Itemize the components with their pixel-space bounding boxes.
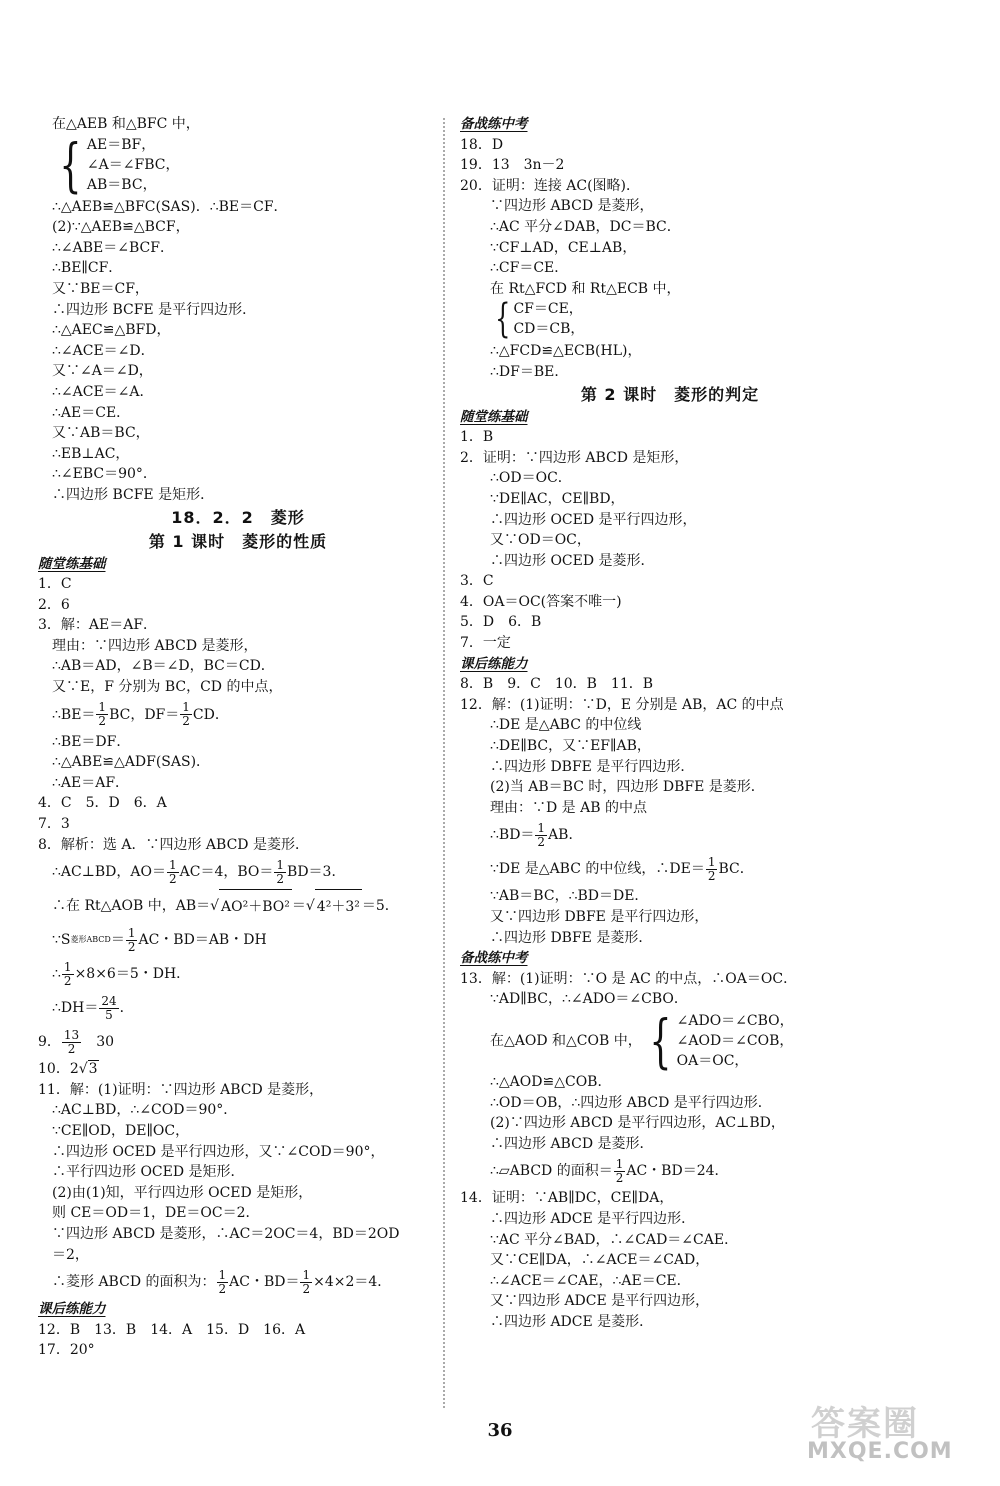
- text-line: ∴∠ACE＝∠CAE，∴AE＝CE．: [490, 1272, 691, 1289]
- equation-system: [38, 130, 438, 199]
- text-line: ∴BE∥CF．: [52, 260, 123, 277]
- text-line: ∴DE 是△ABC 的中位线: [490, 717, 642, 734]
- text-line: ∴AC 平分∠DAB，DC＝BC．: [490, 218, 681, 235]
- section-heading: 备战练中考: [460, 116, 528, 132]
- equation-system: 在△AOD 和△COB 中， { ∠ADO＝∠CBO， ∠AOD＝∠COB， OA＝OC，: [490, 1006, 794, 1075]
- text-line: (2)∵四边形 ABCD 是平行四边形，AC⊥BD，: [490, 1115, 785, 1132]
- text-line: ∴四边形 BCFE 是矩形．: [52, 486, 215, 503]
- text-line: 在 Rt△FCD 和 Rt△ECB 中，: [490, 280, 681, 297]
- text-line: ∴AE＝AF．: [52, 774, 130, 791]
- text-line: 又∵E，F 分别为 BC，CD 的中点，: [52, 679, 283, 696]
- answer-line: 4．OA＝OC(答案不唯一): [460, 593, 622, 610]
- text-line: 在△AEB 和△BFC 中，: [52, 116, 200, 132]
- fraction: $\frac{1}{2}$: [63, 959, 72, 988]
- sqrt-icon: √: [78, 1061, 88, 1078]
- text-line: 又∵BE＝CF，: [52, 280, 149, 297]
- fraction: $\frac{1}{2}$: [707, 854, 716, 883]
- sqrt-line: ∴在 Rt△AOB 中，AB＝ √ AO²＋BO² ＝ √ 4²＋3² ＝5．: [38, 889, 438, 923]
- fraction: $\frac{1}{2}$: [127, 925, 136, 954]
- sqrt-icon: √: [305, 898, 315, 915]
- section-heading: 备战练中考: [460, 950, 528, 967]
- fraction-line: ∴BE＝ $\frac{1}{2}$ BC，DF＝ $\frac{1}{2}$ CD．: [52, 700, 229, 729]
- section-heading: 随堂练基础: [460, 408, 528, 425]
- answer-line: 8．解析：选 A．∵四边形 ABCD 是菱形．: [38, 836, 309, 853]
- right-column: [460, 114, 880, 1333]
- text-line: ∴四边形 ADCE 是平行四边形．: [490, 1210, 696, 1227]
- text-line: 理由：∵D 是 AB 的中点: [490, 799, 647, 816]
- text-line: ∴△AEB≌△BFC(SAS)．∴BE＝CF．: [52, 198, 288, 215]
- fraction: $\frac{13}{2}$: [63, 1027, 80, 1056]
- text-line: ∴四边形 DBFE 是菱形．: [490, 929, 653, 946]
- answer-line: 20．证明：连接 AC(图略)．: [460, 177, 641, 194]
- answer-line: 14．证明：∵AB∥DC，CE∥DA，: [460, 1190, 674, 1207]
- text-line: ∴OD＝OC．: [490, 470, 572, 487]
- text-line: ∵DE∥AC，CE∥BD，: [490, 490, 625, 507]
- fraction-line: ∴菱形 ABCD 的面积为： $\frac{1}{2}$ AC・BD＝ $\frac{1}{2}$ ×4×2＝4．: [52, 1267, 392, 1296]
- answer-line: 12．解：(1)证明：∵D，E 分别是 AB，AC 的中点: [460, 696, 784, 713]
- section-heading: 课后练能力: [38, 1301, 106, 1318]
- answer-line: 18．D: [460, 136, 504, 153]
- fraction-line: ∴BD＝ $\frac{1}{2}$ AB．: [490, 820, 583, 849]
- text-line: ∴△FCD≌△ECB(HL)，: [490, 343, 642, 360]
- text-line: ∴四边形 ABCD 是菱形．: [490, 1135, 654, 1152]
- text-line: ∴平行四边形 OCED 是矩形．: [52, 1164, 245, 1181]
- text-line: ∴△AEC≌△BFD，: [52, 322, 171, 339]
- answer-line: 7．3: [38, 816, 70, 833]
- text-line: ∴∠EBC＝90°．: [52, 466, 157, 483]
- brace-icon: {: [649, 1006, 672, 1075]
- answer-line: 1．B: [460, 429, 494, 446]
- answer-line: 1．C: [38, 576, 72, 593]
- text-line: ∵四边形 ABCD 是菱形，∴AC＝2OC＝4，BD＝2OD: [52, 1225, 400, 1242]
- answer-line: 8．B 9．C 10．B 11．B: [460, 676, 654, 693]
- fraction-line: 9． $\frac{13}{2}$ 30: [38, 1027, 115, 1056]
- answer-line: 2．证明：∵四边形 ABCD 是矩形，: [460, 449, 689, 466]
- text-line: ∴△ABE≌△ADF(SAS)．: [52, 754, 211, 771]
- watermark-glyph: 答案圈: [811, 1404, 919, 1444]
- text-line: ∵AB＝BC，∴BD＝DE．: [490, 888, 649, 905]
- text-line: 又∵四边形 DBFE 是平行四边形，: [490, 909, 709, 925]
- text-line: ∴BE＝DF．: [52, 733, 131, 750]
- text-line: ∴AB＝AD，∠B＝∠D，BC＝CD．: [52, 658, 275, 675]
- text-line: ∵AD∥BC，∴∠ADO＝∠CBO．: [490, 991, 688, 1008]
- fraction-line: ∵S 菱形ABCD ＝ $\frac{1}{2}$ AC・BD＝AB・DH: [52, 925, 267, 954]
- text-line: 又∵CE∥DA，∴∠ACE＝∠CAD，: [490, 1252, 710, 1269]
- text-line: ∴四边形 BCFE 是平行四边形．: [52, 301, 257, 318]
- text-line: (2)∵△AEB≌△BCF，: [52, 219, 190, 236]
- text-line: 则 CE＝OD＝1，DE＝OC＝2．: [52, 1205, 260, 1222]
- fraction: $\frac{1}{2}$: [276, 857, 285, 886]
- page-number: 36: [487, 1420, 513, 1441]
- text-line: ∴四边形 DBFE 是平行四边形．: [490, 758, 695, 775]
- text-line: (2)由(1)知，平行四边形 OCED 是矩形，: [52, 1184, 313, 1201]
- text-line: ∵AC 平分∠BAD，∴∠CAD＝∠CAE．: [490, 1231, 739, 1248]
- text-line: (2)当 AB＝BC 时，四边形 DBFE 是菱形．: [490, 779, 765, 796]
- answer-line: 3．解：AE＝AF．: [38, 617, 158, 634]
- text-line: ∵CE∥OD，DE∥OC，: [52, 1123, 190, 1139]
- text-line: ∴EB⊥AC，: [52, 445, 130, 462]
- answer-line: 12．B 13．B 14．A 15．D 16．A: [38, 1321, 306, 1338]
- text-line: ∴DE∥BC，又∵EF∥AB，: [490, 738, 651, 755]
- fraction: $\frac{24}{5}$: [101, 993, 117, 1022]
- text-line: ∴△AOD≌△COB．: [490, 1073, 612, 1090]
- text-line: ∴CF＝CE．: [490, 260, 569, 277]
- brace-icon: {: [59, 130, 82, 199]
- text-line: ＝2，: [52, 1246, 89, 1263]
- answer-line: 13．解：(1)证明：∵O 是 AC 的中点，∴OA＝OC．: [460, 970, 798, 987]
- fraction-line: ∴▱ABCD 的面积＝ $\frac{1}{2}$ AC・BD＝24．: [490, 1156, 729, 1185]
- system-lines: CF＝CE， CD＝CB，: [513, 301, 585, 338]
- fraction: $\frac{1}{2}$: [169, 857, 177, 886]
- answer-line: 11．解：(1)证明：∵四边形 ABCD 是菱形，: [38, 1081, 324, 1098]
- lesson-title: 第 2 课时 菱形的判定: [580, 384, 760, 404]
- answer-line: 7．一定: [460, 635, 511, 652]
- text-line: ∴OD＝OB，∴四边形 ABCD 是平行四边形．: [490, 1094, 772, 1111]
- equation-system: [460, 296, 880, 343]
- text-line: 理由：∵四边形 ABCD 是菱形，: [52, 637, 258, 654]
- text-line: ∴∠ACE＝∠D．: [52, 342, 155, 359]
- text-line: 又∵四边形 ADCE 是平行四边形，: [490, 1293, 710, 1310]
- section-heading: 随堂练基础: [38, 555, 106, 572]
- section-heading: 课后练能力: [460, 655, 528, 672]
- fraction-line: ∴AC⊥BD，AO＝ $\frac{1}{2}$ AC＝4，BO＝ $\frac{1}{2}$ BD＝3．: [52, 857, 346, 886]
- text-line: ∴AC⊥BD，∴∠COD＝90°．: [52, 1102, 238, 1119]
- fraction: $\frac{1}{2}$: [98, 700, 107, 729]
- text-line: 又∵AB＝BC，: [52, 425, 150, 442]
- answer-line: 3．C: [460, 573, 494, 590]
- text-line: ∴AE＝CE．: [52, 404, 131, 421]
- answer-line: 5．D 6．B: [460, 614, 542, 631]
- text-line: ∵CF⊥AD，CE⊥AB，: [490, 239, 637, 256]
- fraction: $\frac{1}{2}$: [615, 1156, 624, 1185]
- system-lines: AE＝BF， ∠A＝∠FBC， AB＝BC，: [86, 136, 180, 193]
- lesson-title: 第 1 课时 菱形的性质: [148, 531, 328, 551]
- fraction-line: ∵DE 是△ABC 的中位线，∴DE＝ $\frac{1}{2}$ BC．: [490, 854, 754, 883]
- answer-line: 17．20°: [38, 1342, 95, 1359]
- answer-line: 4．C 5．D 6．A: [38, 795, 167, 812]
- fraction: $\frac{1}{2}$: [302, 1267, 311, 1296]
- sqrt-icon: √: [210, 898, 220, 915]
- brace-icon: {: [495, 296, 511, 343]
- column-divider: [443, 118, 445, 1408]
- text-line: 又∵OD＝OC，: [490, 532, 591, 549]
- fraction-line: ∴ $\frac{1}{2}$ ×8×6＝5・DH．: [52, 959, 191, 988]
- text-line: ∴DF＝BE．: [490, 363, 569, 380]
- fraction: $\frac{1}{2}$: [537, 820, 546, 849]
- answer-line: 2．6: [38, 596, 70, 613]
- text-line: ∴四边形 OCED 是平行四边形，: [490, 511, 697, 528]
- fraction: $\frac{1}{2}$: [182, 700, 190, 729]
- text-line: 又∵∠A＝∠D，: [52, 363, 153, 380]
- answer-line: 19．13 3n－2: [460, 157, 565, 174]
- text-line: ∴四边形 OCED 是菱形．: [490, 552, 655, 569]
- watermark-logo: [807, 1396, 982, 1464]
- section-title: 18．2．2 菱形: [171, 507, 305, 527]
- text-line: ∴∠ABE＝∠BCF．: [52, 239, 174, 256]
- fraction: $\frac{1}{2}$: [218, 1267, 227, 1296]
- answer-line: 10．2√3: [38, 1061, 98, 1078]
- fraction-line: ∴DH＝ $\frac{24}{5}$ ．: [52, 993, 134, 1022]
- left-column: [38, 114, 438, 1361]
- text-line: ∵四边形 ABCD 是菱形，: [490, 198, 654, 215]
- watermark-text: MXQE.COM: [807, 1439, 953, 1464]
- text-line: ∴四边形 ADCE 是菱形．: [490, 1313, 654, 1330]
- text-line: ∴∠ACE＝∠A．: [52, 383, 154, 400]
- system-lines: ∠ADO＝∠CBO， ∠AOD＝∠COB， OA＝OC，: [676, 1012, 794, 1069]
- text-line: ∴四边形 OCED 是平行四边形，又∵∠COD＝90°，: [52, 1143, 385, 1160]
